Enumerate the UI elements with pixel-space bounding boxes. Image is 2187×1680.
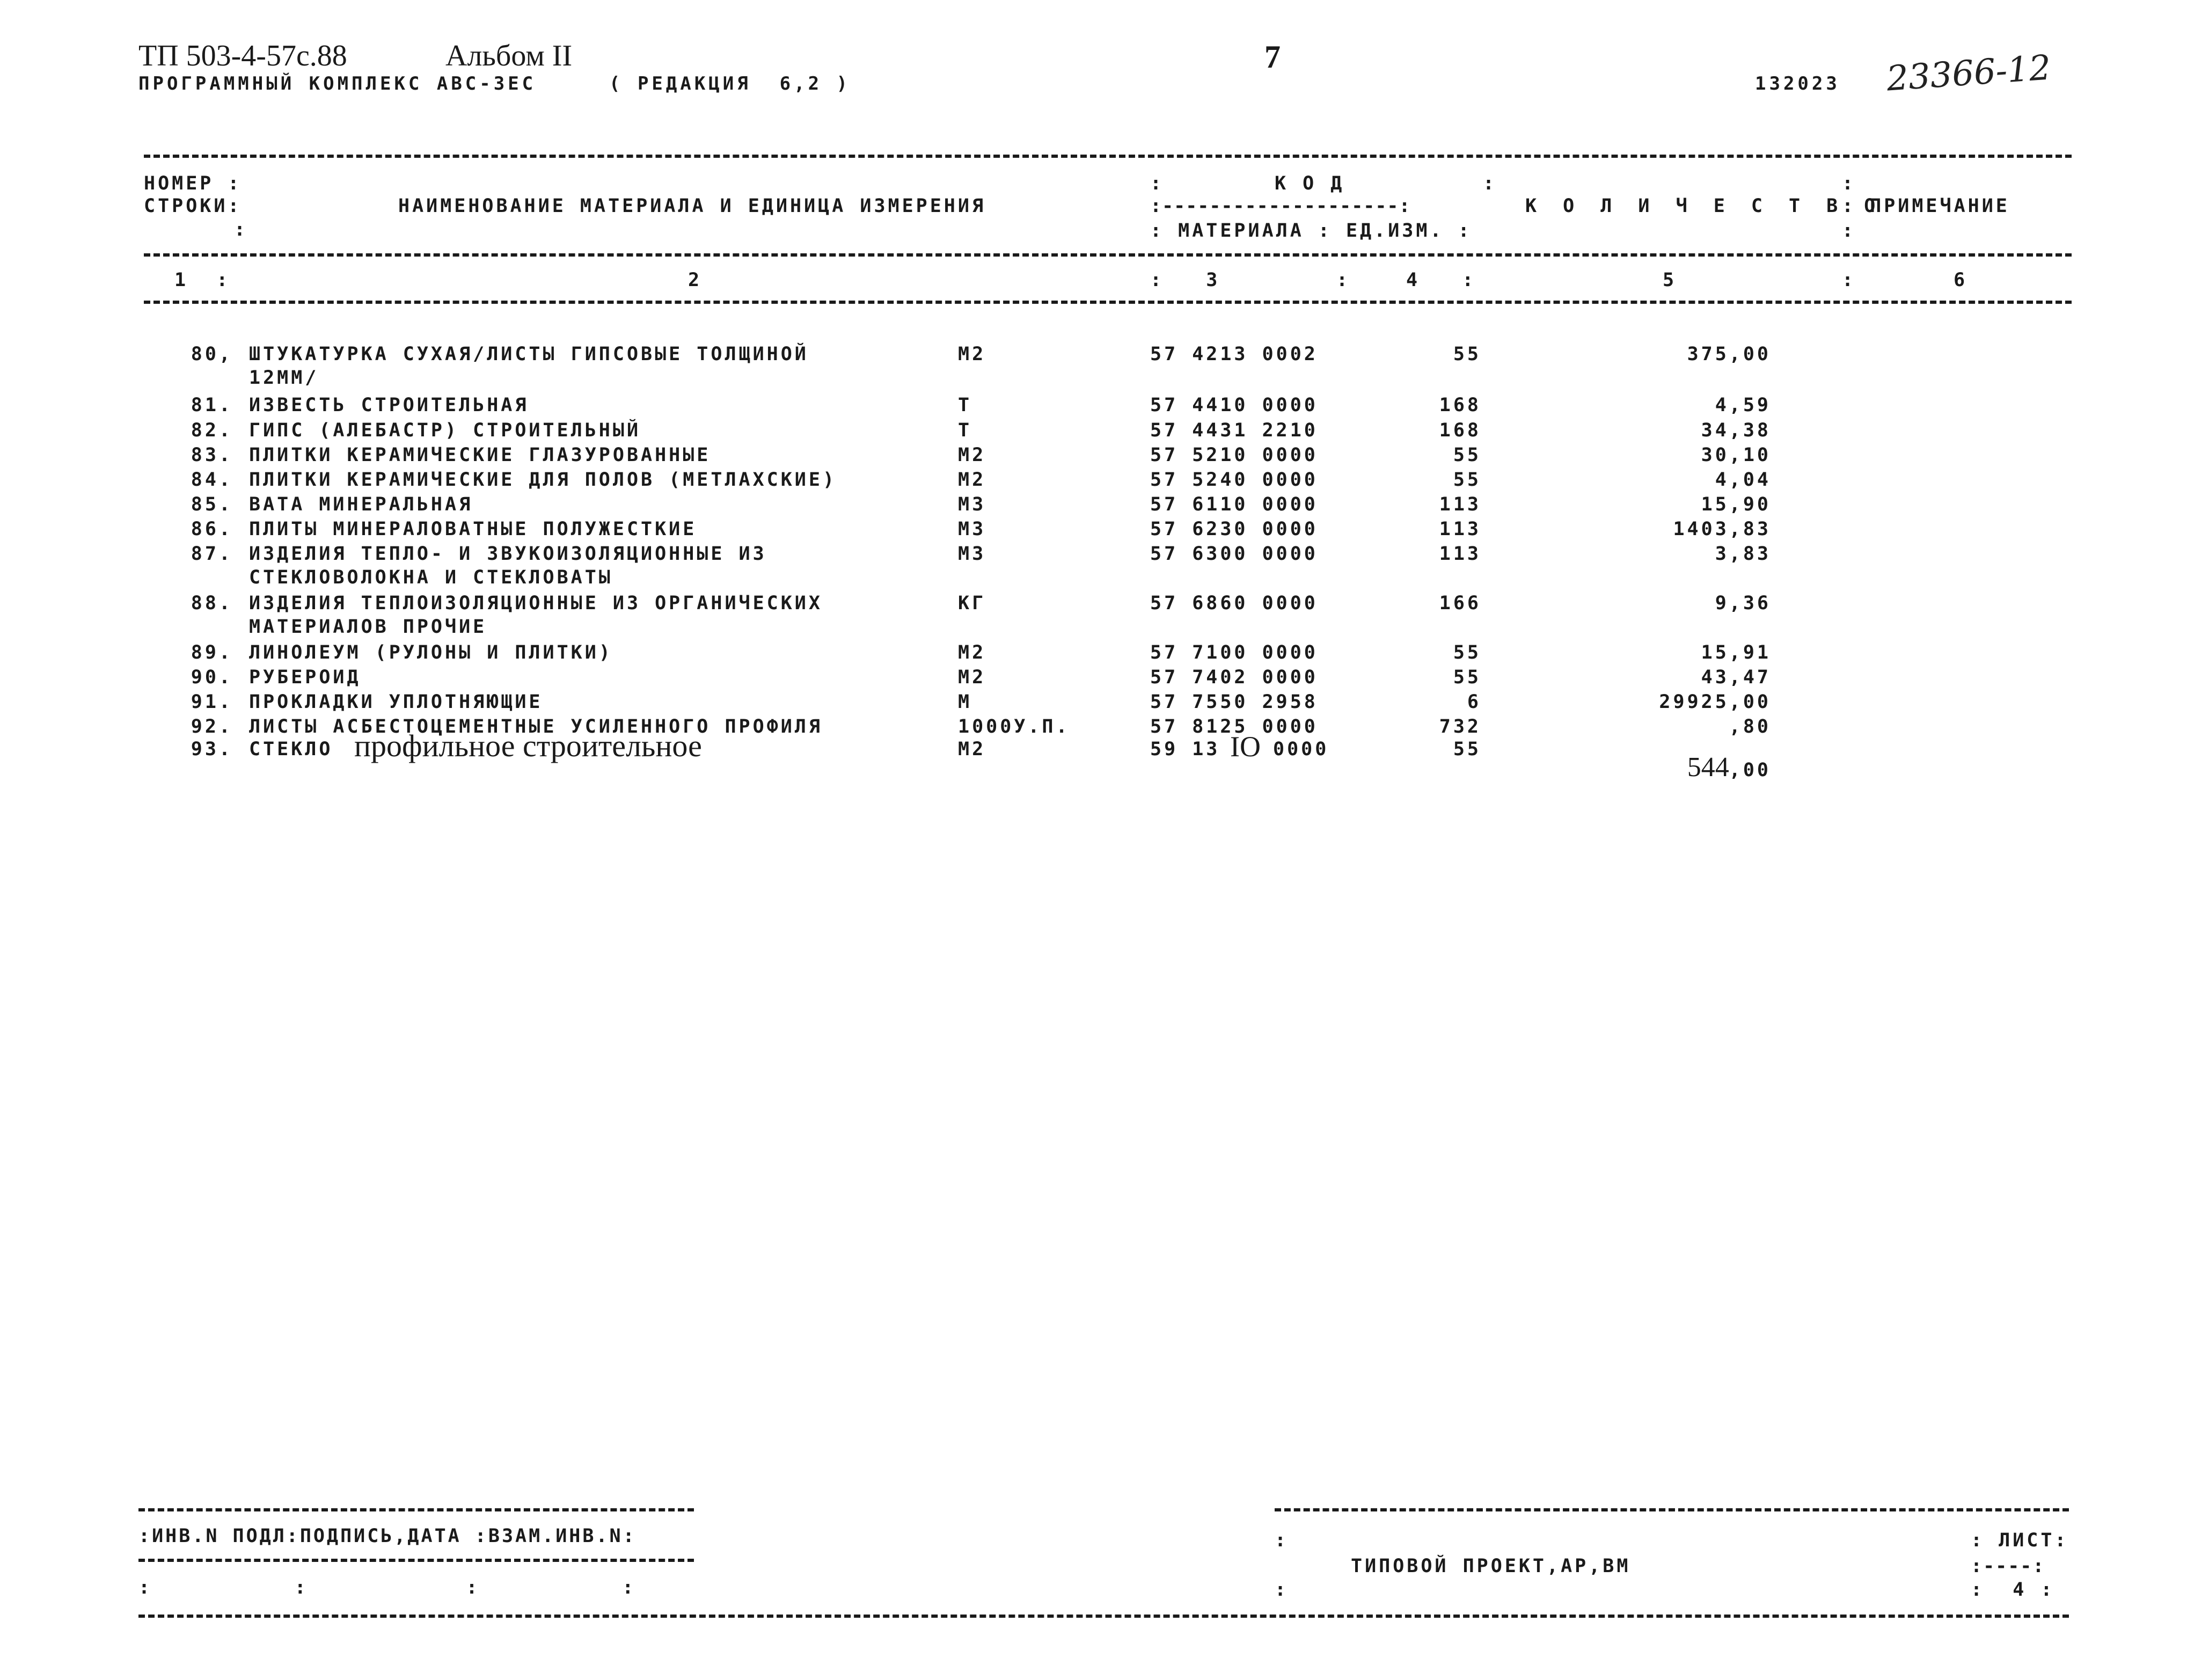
quantity: ,80 bbox=[1729, 716, 1771, 737]
material-name-line: ИЗВЕСТЬ СТРОИТЕЛЬНАЯ bbox=[249, 395, 529, 416]
quantity: 29925,00 bbox=[1659, 691, 1771, 713]
unit-label: КГ bbox=[958, 593, 986, 614]
col-number-6: 6 bbox=[1954, 269, 1968, 291]
material-name-line: ЛИСТЫ АСБЕСТОЦЕМЕНТНЫЕ УСИЛЕННОГО ПРОФИЛЯ bbox=[249, 716, 823, 737]
table-row bbox=[0, 444, 2187, 470]
material-name-line: ШТУКАТУРКА СУХАЯ/ЛИСТЫ ГИПСОВЫЕ ТОЛЩИНОЙ bbox=[249, 344, 809, 365]
unit-code: 732 bbox=[1439, 716, 1481, 737]
quantity-integer: 544 bbox=[1687, 752, 1729, 783]
unit-code: 55 bbox=[1453, 444, 1481, 466]
row-number: 85. bbox=[191, 494, 233, 515]
unit-code: 168 bbox=[1439, 420, 1481, 441]
material-code: 57 7100 0000 bbox=[1150, 642, 1318, 663]
row-number: 92. bbox=[191, 716, 233, 737]
material-code: 57 4213 0002 bbox=[1150, 344, 1318, 365]
row-number: 91. bbox=[191, 691, 233, 713]
material-code: 57 4410 0000 bbox=[1150, 395, 1318, 416]
col-number-2: 2 bbox=[688, 269, 703, 291]
row-number: 90. bbox=[191, 667, 233, 688]
header-mid-rule bbox=[144, 253, 2072, 257]
material-name-line: РУБЕРОИД bbox=[249, 667, 361, 688]
material-code: 57 6110 0000 bbox=[1150, 494, 1318, 515]
note-colon-bottom: : bbox=[1842, 220, 1856, 242]
material-code: 57 5240 0000 bbox=[1150, 469, 1318, 491]
unit-code: 166 bbox=[1439, 593, 1481, 614]
table-row bbox=[0, 494, 2187, 520]
table-row bbox=[0, 344, 2187, 393]
material-name-line: ВАТА МИНЕРАЛЬНАЯ bbox=[249, 494, 473, 515]
table-row bbox=[0, 543, 2187, 593]
unit-label: Т bbox=[958, 420, 972, 441]
material-name-line: ПРОКЛАДКИ УПЛОТНЯЮЩИЕ bbox=[249, 691, 543, 713]
unit-code: 55 bbox=[1453, 344, 1481, 365]
row-number: 81. bbox=[191, 395, 233, 416]
unit-label: М2 bbox=[958, 739, 986, 760]
material-name-handwritten: профильное строительное bbox=[354, 728, 702, 763]
table-row bbox=[0, 642, 2187, 668]
table-top-rule bbox=[144, 155, 2072, 158]
footer-left-colons: : : : : bbox=[138, 1577, 638, 1598]
unit-label: М bbox=[958, 691, 972, 713]
row-number: 86. bbox=[191, 518, 233, 540]
footer-right-colon-top: : bbox=[1275, 1530, 1289, 1551]
unit-label: М3 bbox=[958, 518, 986, 540]
code-right: 132023 bbox=[1755, 73, 1840, 94]
quantity: 9,36 bbox=[1715, 593, 1771, 614]
footer-bottom-rule bbox=[138, 1615, 2069, 1618]
material-code: 57 4431 2210 bbox=[1150, 420, 1318, 441]
note-colon-top: : bbox=[1842, 173, 1856, 194]
row-number-header-3: : bbox=[234, 219, 248, 240]
code-colon-top-right: : bbox=[1483, 173, 1497, 194]
handwritten-reference: 23366-12 bbox=[1885, 48, 2052, 99]
material-name-line: ГИПС (АЛЕБАСТР) СТРОИТЕЛЬНЫЙ bbox=[249, 420, 641, 441]
material-code-tail: 0000 bbox=[1273, 739, 1329, 760]
material-name-line: ПЛИТКИ КЕРАМИЧЕСКИЕ ДЛЯ ПОЛОВ (МЕТЛАХСКИЕ) bbox=[249, 469, 837, 491]
unit-label: М3 bbox=[958, 494, 986, 515]
program-name: ПРОГРАММНЫЙ КОМПЛЕКС АВС-ЗЕС bbox=[138, 73, 537, 94]
material-code: 57 7402 0000 bbox=[1150, 667, 1318, 688]
code-subheaders: : МАТЕРИАЛА : ЕД.ИЗМ. : bbox=[1150, 220, 1472, 242]
material-name-line: СТЕКЛОВОЛОКНА И СТЕКЛОВАТЫ bbox=[249, 567, 613, 588]
material-name-line: ПЛИТКИ КЕРАМИЧЕСКИЕ ГЛАЗУРОВАННЫЕ bbox=[249, 444, 711, 466]
col-number-sep: : bbox=[1336, 269, 1351, 291]
unit-label: М2 bbox=[958, 667, 986, 688]
col-number-3: : 3 bbox=[1150, 269, 1220, 291]
unit-code: 168 bbox=[1439, 395, 1481, 416]
quantity: 1403,83 bbox=[1673, 518, 1771, 540]
edition-label: ( РЕДАКЦИЯ 6,2 ) bbox=[609, 73, 851, 94]
unit-label: М2 bbox=[958, 642, 986, 663]
code-separator: :--------------------: bbox=[1150, 195, 1411, 217]
unit-label: Т bbox=[958, 395, 972, 416]
material-code: 57 6230 0000 bbox=[1150, 518, 1318, 540]
col-number-sep-2: : bbox=[1842, 269, 1856, 291]
footer-left-mid-rule bbox=[138, 1559, 694, 1562]
name-column-header: НАИМЕНОВАНИЕ МАТЕРИАЛА И ЕДИНИЦА ИЗМЕРЕНИЯ bbox=[398, 195, 986, 217]
unit-label: М3 bbox=[958, 543, 986, 565]
footer-right-colon-bottom: : bbox=[1275, 1579, 1289, 1601]
album-label: Альбом II bbox=[445, 39, 573, 72]
quantity: 4,59 bbox=[1715, 395, 1771, 416]
table-row bbox=[0, 691, 2187, 717]
footer-right-top-rule bbox=[1275, 1508, 2069, 1511]
material-name-line: ПЛИТЫ МИНЕРАЛОВАТНЫЕ ПОЛУЖЕСТКИЕ bbox=[249, 518, 697, 540]
material-code: 57 7550 2958 bbox=[1150, 691, 1318, 713]
row-number: 89. bbox=[191, 642, 233, 663]
quantity: 3,83 bbox=[1715, 543, 1771, 565]
code-colon-top: : bbox=[1150, 173, 1165, 194]
material-code: 57 5210 0000 bbox=[1150, 444, 1318, 466]
row-number: 87. bbox=[191, 543, 233, 565]
unit-label: М2 bbox=[958, 344, 986, 365]
material-name-line: ЛИНОЛЕУМ (РУЛОНЫ И ПЛИТКИ) bbox=[249, 642, 613, 663]
material-code: 57 6300 0000 bbox=[1150, 543, 1318, 565]
table-row bbox=[0, 593, 2187, 642]
material-code: 57 6860 0000 bbox=[1150, 593, 1318, 614]
table-row bbox=[0, 728, 2187, 783]
quantity: 4,04 bbox=[1715, 469, 1771, 491]
unit-label: М2 bbox=[958, 444, 986, 466]
unit-code: 113 bbox=[1439, 543, 1481, 565]
row-number: 93. bbox=[191, 739, 233, 760]
unit-code: 55 bbox=[1453, 667, 1481, 688]
unit-label: 1000У.П. bbox=[958, 716, 1070, 737]
project-title: ТИПОВОЙ ПРОЕКТ,АР,ВМ bbox=[1351, 1555, 1631, 1577]
sheet-number: : 4 : bbox=[1971, 1579, 2055, 1601]
unit-code: 55 bbox=[1453, 642, 1481, 663]
quantity: 34,38 bbox=[1701, 420, 1771, 441]
col-number-4: 4 : bbox=[1406, 269, 1476, 291]
material-name-line: 12ММ/ bbox=[249, 367, 319, 389]
sheet-label: : ЛИСТ: bbox=[1971, 1530, 2069, 1551]
unit-label: М2 bbox=[958, 469, 986, 491]
row-number: 84. bbox=[191, 469, 233, 491]
material-code: 59 13 bbox=[1150, 739, 1220, 760]
unit-code: 6 bbox=[1467, 691, 1481, 713]
row-number: 83. bbox=[191, 444, 233, 466]
col-number-1: 1 : bbox=[174, 269, 231, 291]
doc-code: ТП 503-4-57с.88 bbox=[138, 39, 347, 72]
header-bottom-rule bbox=[144, 301, 2072, 304]
material-name-line: ИЗДЕЛИЯ ТЕПЛОИЗОЛЯЦИОННЫЕ ИЗ ОРГАНИЧЕСКИХ bbox=[249, 593, 823, 614]
row-number-header-1: НОМЕР : bbox=[144, 173, 242, 194]
quantity-decimal: ,00 bbox=[1729, 759, 1771, 781]
material-code: 57 8125 0000 bbox=[1150, 716, 1318, 737]
quantity-column-header: К О Л И Ч Е С Т В О bbox=[1525, 195, 1883, 217]
unit-code: 55 bbox=[1453, 739, 1481, 760]
table-row bbox=[0, 395, 2187, 420]
row-number: 82. bbox=[191, 420, 233, 441]
unit-code: 113 bbox=[1439, 518, 1481, 540]
footer-left-header: :ИНВ.N ПОДЛ:ПОДПИСЬ,ДАТА :ВЗАМ.ИНВ.N: bbox=[138, 1525, 637, 1547]
row-number: 88. bbox=[191, 593, 233, 614]
quantity: 375,00 bbox=[1687, 344, 1771, 365]
quantity bbox=[1572, 730, 1771, 805]
table-row bbox=[0, 667, 2187, 692]
material-code-handwritten: IO bbox=[1230, 731, 1261, 763]
row-number: 80, bbox=[191, 344, 233, 365]
unit-code: 55 bbox=[1453, 469, 1481, 491]
table-row bbox=[0, 469, 2187, 495]
quantity: 15,91 bbox=[1701, 642, 1771, 663]
quantity: 15,90 bbox=[1701, 494, 1771, 515]
quantity: 43,47 bbox=[1701, 667, 1771, 688]
table-row bbox=[0, 420, 2187, 445]
material-name-line: ИЗДЕЛИЯ ТЕПЛО- И ЗВУКОИЗОЛЯЦИОННЫЕ ИЗ bbox=[249, 543, 767, 565]
page-number: 7 bbox=[1264, 39, 1281, 75]
col-number-5: 5 bbox=[1663, 269, 1677, 291]
footer-left-top-rule bbox=[138, 1508, 694, 1511]
material-name-line: МАТЕРИАЛОВ ПРОЧИЕ bbox=[249, 616, 487, 638]
unit-code: 113 bbox=[1439, 494, 1481, 515]
material-name: СТЕКЛО bbox=[249, 739, 333, 760]
row-number-header-2: СТРОКИ: bbox=[144, 195, 242, 217]
table-row bbox=[0, 518, 2187, 544]
sheet-separator: :----: bbox=[1971, 1555, 2045, 1577]
note-column-header: : ПРИМЕЧАНИЕ bbox=[1842, 195, 2010, 217]
quantity: 30,10 bbox=[1701, 444, 1771, 466]
code-column-header: К О Д bbox=[1275, 173, 1345, 194]
